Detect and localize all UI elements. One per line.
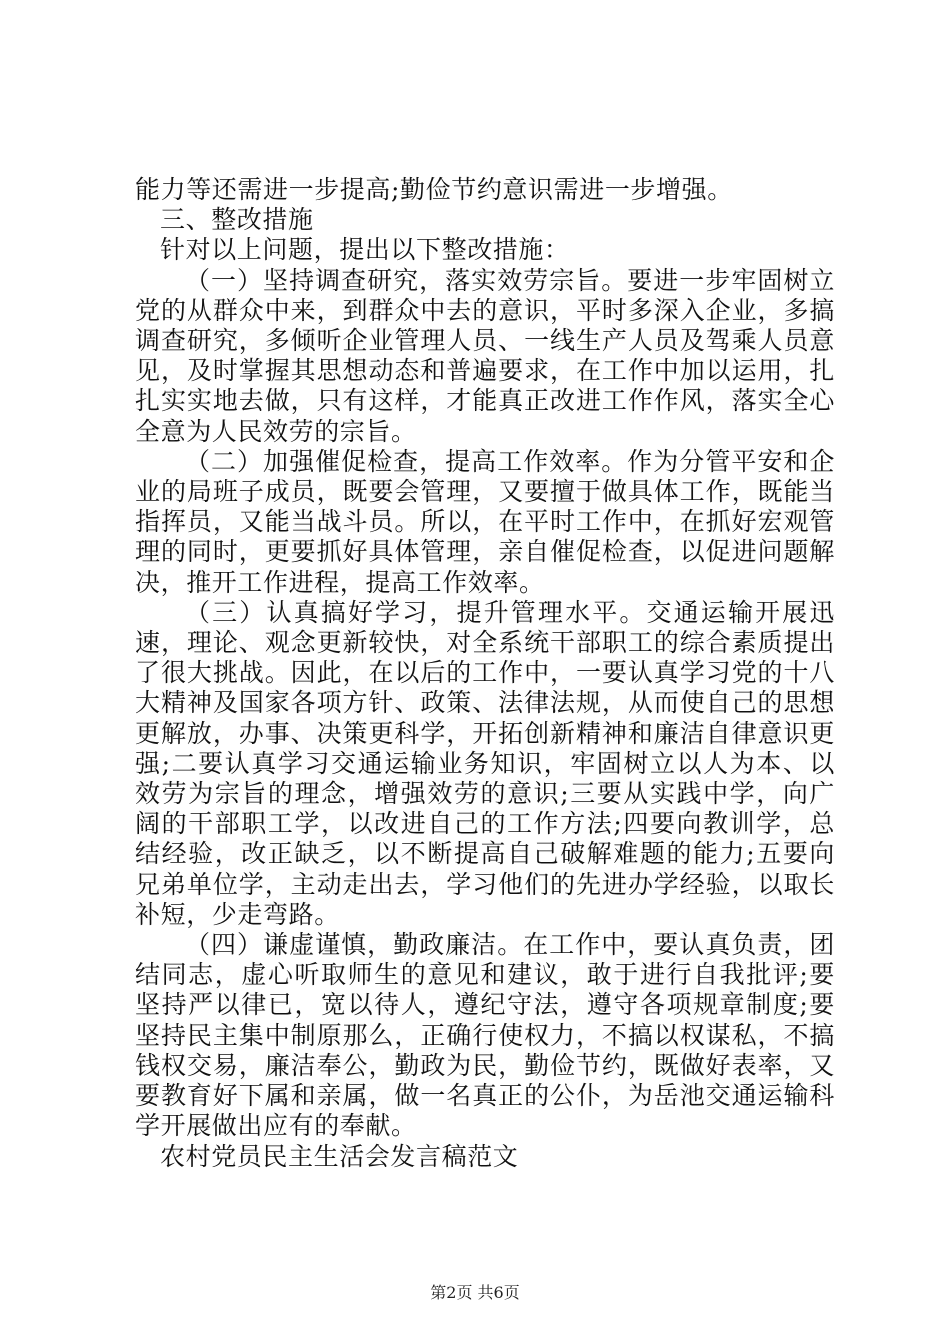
paragraph-measure-2: （二）加强催促检查，提高工作效率。作为分管平安和企业的局班子成员，既要会管理，又要擅于做具体工作，既能当指挥员，又能当战斗员。所以，在平时工作中，在抓好宏观管理的同时，更要抓好具体管理，亲自催促检查，以促进问题解决，推开工作进程，提高工作效率。	[135, 446, 835, 597]
paragraph-measure-1: （一）坚持调查研究，落实效劳宗旨。要进一步牢固树立党的从群众中来，到群众中去的意识，平时多深入企业，多搞调查研究，多倾听企业管理人员、一线生产人员及驾乘人员意见，及时掌握其思想动态和普遍要求，在工作中加以运用，扎扎实实地去做，只有这样，才能真正改进工作作风，落实全心全意为人民效劳的宗旨。	[135, 265, 835, 446]
paragraph-measure-4: （四）谦虚谨慎，勤政廉洁。在工作中，要认真负责，团结同志，虚心听取师生的意见和建议，敢于进行自我批评;要坚持严以律已，宽以待人，遵纪守法，遵守各项规章制度;要坚持民主集中制原那么，正确行使权力，不搞以权谋私，不搞钱权交易，廉洁奉公，勤政为民，勤俭节约，既做好表率，又要教育好下属和亲属，做一名真正的公仆，为岳池交通运输科学开展做出应有的奉献。	[135, 930, 835, 1141]
paragraph-measure-3: （三）认真搞好学习，提升管理水平。交通运输开展迅速，理论、观念更新较快，对全系统干部职工的综合素质提出了很大挑战。因此，在以后的工作中，一要认真学习党的十八大精神及国家各项方针、政策、法律法规，从而使自己的思想更解放，办事、决策更科学，开拓创新精神和廉洁自律意识更强;二要认真学习交通运输业务知识，牢固树立以人为本、以效劳为宗旨的理念，增强效劳的意识;三要从实践中学，向广阔的干部职工学，以改进自己的工作方法;四要向教训学，总结经验，改正缺乏，以不断提高自己破解难题的能力;五要向兄弟单位学，主动走出去，学习他们的先进办学经验，以取长补短，少走弯路。	[135, 597, 835, 929]
paragraph-intro: 针对以上问题，提出以下整改措施：	[160, 235, 570, 265]
document-body	[135, 175, 835, 1172]
page-number-indicator: 第2页 共6页	[430, 1283, 520, 1302]
page-footer	[0, 1283, 950, 1303]
section-heading: 三、整改措施	[160, 205, 314, 235]
paragraph-continuation: 能力等还需进一步提高;勤俭节约意识需进一步增强。	[135, 175, 733, 204]
next-document-title: 农村党员民主生活会发言稿范文	[160, 1141, 519, 1171]
